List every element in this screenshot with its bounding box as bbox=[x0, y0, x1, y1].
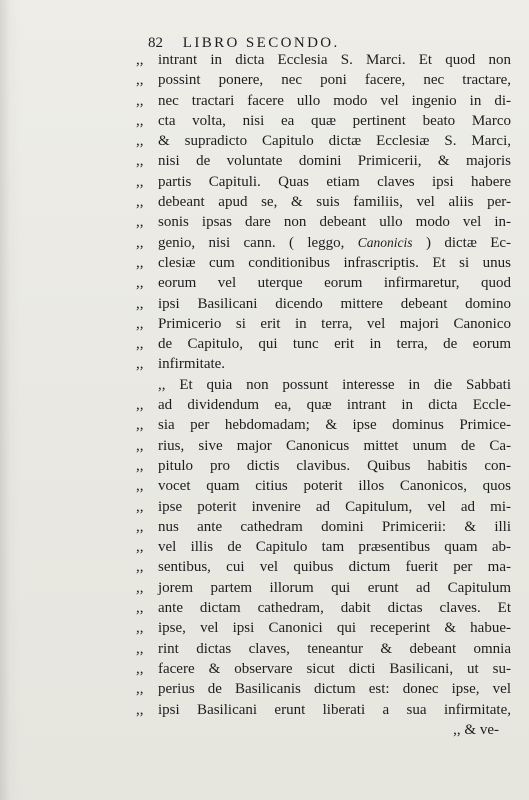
text-line bbox=[136, 598, 511, 618]
body-text bbox=[136, 50, 511, 740]
text-line bbox=[136, 659, 511, 679]
text-line bbox=[136, 233, 511, 253]
quote-mark: ,, bbox=[136, 660, 144, 677]
line-text: intrant in dicta Ecclesia S. Marci. Et quod non bbox=[158, 52, 511, 68]
text-line bbox=[136, 537, 511, 557]
text-line bbox=[136, 679, 511, 699]
text-line bbox=[136, 273, 511, 293]
line-text: de Capitulo, qui tunc erit in terra, de eorum bbox=[158, 336, 511, 353]
quote-mark: ,, bbox=[136, 112, 144, 129]
line-text: ipsi Basilicani dicendo mittere debeant domino bbox=[158, 295, 511, 312]
text-line bbox=[136, 91, 511, 111]
quote-mark: ,, bbox=[136, 579, 144, 596]
quote-mark: ,, bbox=[136, 234, 144, 251]
quote-mark: ,, bbox=[136, 498, 144, 515]
text-line bbox=[136, 497, 511, 517]
line-text: facere & observare sicut dicti Basilicani, ut su- bbox=[158, 660, 511, 677]
running-head: LIBRO SECONDO. bbox=[182, 35, 340, 51]
text-line bbox=[136, 151, 511, 171]
line-text: ipse poterit invenire ad Capitulum, vel ad mi- bbox=[158, 498, 511, 515]
text-line bbox=[136, 456, 511, 476]
text-line bbox=[136, 70, 511, 90]
quote-mark: ,, bbox=[136, 173, 144, 190]
text-line bbox=[136, 578, 511, 598]
quote-mark: ,, bbox=[136, 681, 144, 698]
line-text: & supradicto Capitulo dictæ Ecclesiæ S. Marci, bbox=[158, 133, 511, 150]
quote-mark: ,, bbox=[136, 559, 144, 576]
line-text: ipsi Basilicani erunt liberati a sua infirmitate, bbox=[158, 701, 511, 718]
quote-mark: ,, bbox=[136, 336, 144, 353]
line-text: rint dictas claves, teneantur & debeant omnia bbox=[158, 640, 511, 657]
line-text: nisi de voluntate domini Primicerii, & majoris bbox=[158, 153, 511, 170]
text-line bbox=[136, 192, 511, 212]
quote-mark: ,, bbox=[136, 539, 144, 556]
line-text: nus ante cathedram domini Primicerii: & illi bbox=[158, 518, 511, 535]
quote-mark: ,, bbox=[136, 254, 144, 271]
quote-mark: ,, bbox=[136, 295, 144, 312]
quote-mark: ,, bbox=[136, 194, 144, 211]
text-line bbox=[136, 294, 511, 314]
line-text: sentibus, cui vel quibus dictum fuerit per ma- bbox=[158, 559, 511, 576]
line-text: nec tractari facere ullo modo vel ingenio in di- bbox=[158, 92, 511, 109]
line-text: vocet quam citius poterit illos Canonicos, quos bbox=[158, 478, 511, 495]
line-text: rius, sive major Canonicus mittet unum de Ca- bbox=[158, 437, 511, 454]
quote-mark: ,, bbox=[136, 275, 144, 292]
line-text: sonis ipsas dare non debeant ullo modo vel in- bbox=[158, 214, 511, 231]
quote-mark: ,, bbox=[136, 153, 144, 170]
page-number: 82 bbox=[148, 35, 163, 51]
quote-mark: ,, bbox=[136, 437, 144, 454]
line-text: infirmitate. bbox=[158, 356, 226, 373]
text-line bbox=[136, 700, 511, 720]
text-line bbox=[136, 517, 511, 537]
text-line bbox=[136, 395, 511, 415]
quote-mark: ,, bbox=[136, 92, 144, 109]
text-line bbox=[136, 212, 511, 232]
line-text: ,, Et quia non possunt interesse in die Sabbati bbox=[158, 376, 511, 393]
text-line bbox=[136, 415, 511, 435]
catchword: ,, & ve- bbox=[453, 721, 499, 738]
line-text: debeant apud se, & suis familiis, vel aliis per- bbox=[158, 194, 511, 211]
quote-mark: ,, bbox=[136, 640, 144, 657]
paragraph-start-line bbox=[136, 375, 511, 395]
quote-mark: ,, bbox=[136, 518, 144, 535]
line-text: cta volta, nisi ea quæ pertinent beato Marco bbox=[158, 112, 511, 129]
quote-mark: ,, bbox=[136, 214, 144, 231]
line-text: partis Capituli. Quas etiam claves ipsi habere bbox=[158, 173, 511, 190]
quote-mark: ,, bbox=[136, 478, 144, 495]
line-text: pitulo pro dictis clavibus. Quibus habitis con- bbox=[158, 457, 511, 474]
quote-mark: ,, bbox=[136, 397, 144, 414]
text-line bbox=[136, 639, 511, 659]
quote-mark: ,, bbox=[136, 457, 144, 474]
line-text: ante dictam cathedram, dabit dictas claves. Et bbox=[158, 600, 511, 617]
line-text: genio, nisi cann. ( leggo, bbox=[158, 234, 345, 251]
quote-mark: ,, bbox=[136, 72, 144, 89]
quote-mark: ,, bbox=[136, 620, 144, 637]
text-line bbox=[136, 436, 511, 456]
line-text: vel illis de Capitulo tam præsentibus quam ab- bbox=[158, 539, 511, 556]
quote-mark: ,, bbox=[136, 133, 144, 150]
line-text: ) dictæ Ec- bbox=[425, 234, 512, 251]
text-line bbox=[136, 557, 511, 577]
text-line bbox=[136, 131, 511, 151]
text-line bbox=[136, 314, 511, 334]
quote-mark: ,, bbox=[136, 600, 144, 617]
text-line bbox=[136, 111, 511, 131]
line-text: Primicerio si erit in terra, vel majori Canonico bbox=[158, 315, 511, 332]
line-text: possint ponere, nec poni facere, nec tractare, bbox=[158, 72, 511, 89]
text-line bbox=[136, 50, 511, 70]
quote-mark: ,, bbox=[136, 52, 144, 68]
text-line bbox=[136, 618, 511, 638]
quote-mark: ,, bbox=[136, 701, 144, 718]
text-line bbox=[136, 354, 511, 374]
line-text: clesiæ cum conditionibus infrascriptis. Et si unus bbox=[158, 254, 511, 271]
quote-mark: ,, bbox=[136, 417, 144, 434]
line-text: ad dividendum ea, quæ intrant in dicta Eccle- bbox=[158, 397, 511, 414]
text-line bbox=[136, 172, 511, 192]
italic-gloss: Canonicis bbox=[357, 234, 413, 250]
line-text: jorem partem illorum qui erunt ad Capitulum bbox=[158, 579, 511, 596]
line-text: eorum vel uterque eorum infirmaretur, quod bbox=[158, 275, 511, 292]
line-text: sia per hebdomadam; & ipse dominus Primice- bbox=[158, 417, 511, 434]
line-text: perius de Basilicanis dictum est: donec ipse, vel bbox=[158, 681, 511, 698]
line-text: ipse, vel ipsi Canonici qui receperint & habue- bbox=[158, 620, 511, 637]
text-line bbox=[136, 253, 511, 273]
text-line bbox=[136, 476, 511, 496]
quote-mark: ,, bbox=[136, 315, 144, 332]
quote-mark: ,, bbox=[136, 356, 144, 373]
text-line bbox=[136, 334, 511, 354]
